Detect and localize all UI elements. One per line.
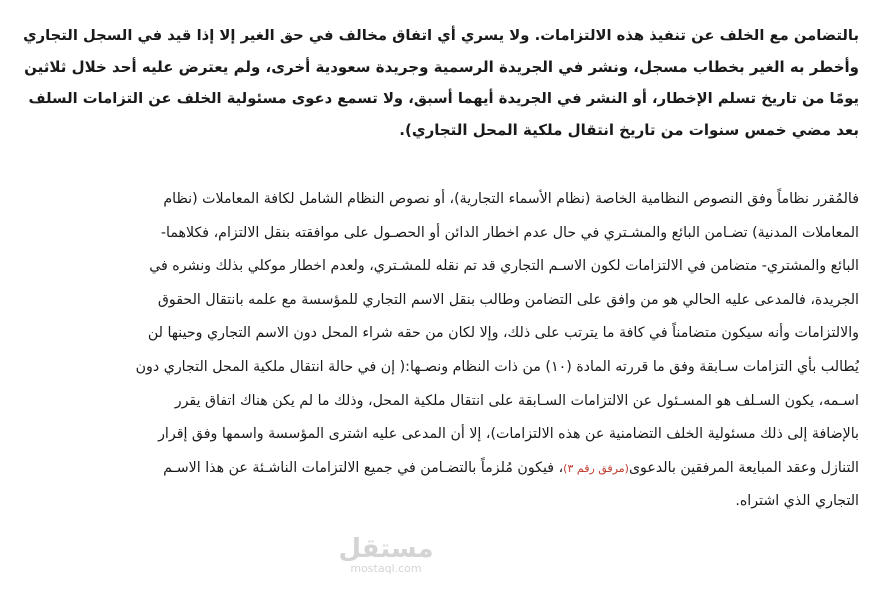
watermark-logo: مستقل (338, 534, 434, 564)
body-line-9 (20, 452, 859, 486)
bold-line-3: يومًا من تاريخ تسلم الإخطار، أو النشر في الجريدة أيهما أسبق، ولا تسمع دعوى مسئولية الخلف عن التزامات السلف (28, 90, 859, 107)
watermark-url: mostaql.com (350, 562, 422, 575)
body-line-9-end: ، فيكون مُلزماً بالتضـامن في جميع الالتزامات الناشـئة عن هذا الاسـم (163, 459, 564, 476)
body-line-4: الجريدة، فالمدعى عليه الحالي هو من وافق على التضامن وطالب بنقل الاسم التجاري للمؤسسة مع علمه بانتقال الحقوق (157, 291, 859, 308)
bold-line-1: بالتضامن مع الخلف عن تنفيذ هذه الالتزامات. ولا يسري أي اتفاق مخالف في حق الغير إلا إذا قيد في السجل التجاري (23, 27, 859, 44)
body-line-7: اسـمه، يكون السـلف هو المسـئول عن الالتزامات السـابقة على انتقال ملكية المحل، وذلك ما لم يكن هناك اتفاق يقرر (174, 392, 859, 409)
body-line-10: التجاري الذي اشتراه. (735, 493, 859, 510)
annex-reference: (مرفق رقم ٣) (563, 461, 629, 475)
watermark (316, 535, 456, 585)
body-line-3: البائع والمشتري- متضامن في الالتزامات لكون الاسـم التجاري قد تم نقله للمشـتري، ولعدم اخطار موكلي بذلك ونشره في (149, 258, 859, 275)
body-line-8: بالإضافة إلى ذلك مسئولية الخلف التضامنية عن هذه الالتزامات)، إلا أن المدعى عليه اشترى المؤسسة واسمها وفق إقرار (158, 426, 859, 443)
bold-line-4: بعد مضي خمس سنوات من تاريخ انتقال ملكية المحل التجاري). (399, 120, 859, 139)
bold-line-2: وأخطر به الغير بخطاب مسجل، ونشر في الجريدة الرسمية وجريدة سعودية أخرى، ولم يعترض عليه أحد خلال ثلاثين (24, 57, 859, 76)
body-line-6: يُطالب بأي التزامات سـابقة وفق ما قررته المادة (١٠) من ذات النظام ونصـها:( إن في حالة انتقال ملكية المحل التجاري دون (135, 358, 859, 375)
body-line-5: والالتزامات وأنه سيكون متضامناً في كافة ما يترتب على ذلك، وإلا لكان من حقه شراء المحل دون الاسم التجاري وحينها لن (147, 325, 859, 342)
body-paragraph (20, 183, 859, 519)
body-line-1: فالمُقرر نظاماً وفق النصوص النظامية الخاصة (نظام الأسماء التجارية)، أو نصوص النظام الشامل لكافة المعاملات (نظام (163, 191, 859, 207)
body-line-9-start: التنازل وعقد المبايعة المرفقين بالدعوى (628, 459, 859, 476)
bold-paragraph (20, 20, 859, 146)
body-line-2: المعاملات المدنية) تضـامن البائع والمشـتري في حال عدم اخطار الدائن أو الحصـول على موافقته بنقل الالتزام، فكلاهما- (160, 224, 859, 241)
